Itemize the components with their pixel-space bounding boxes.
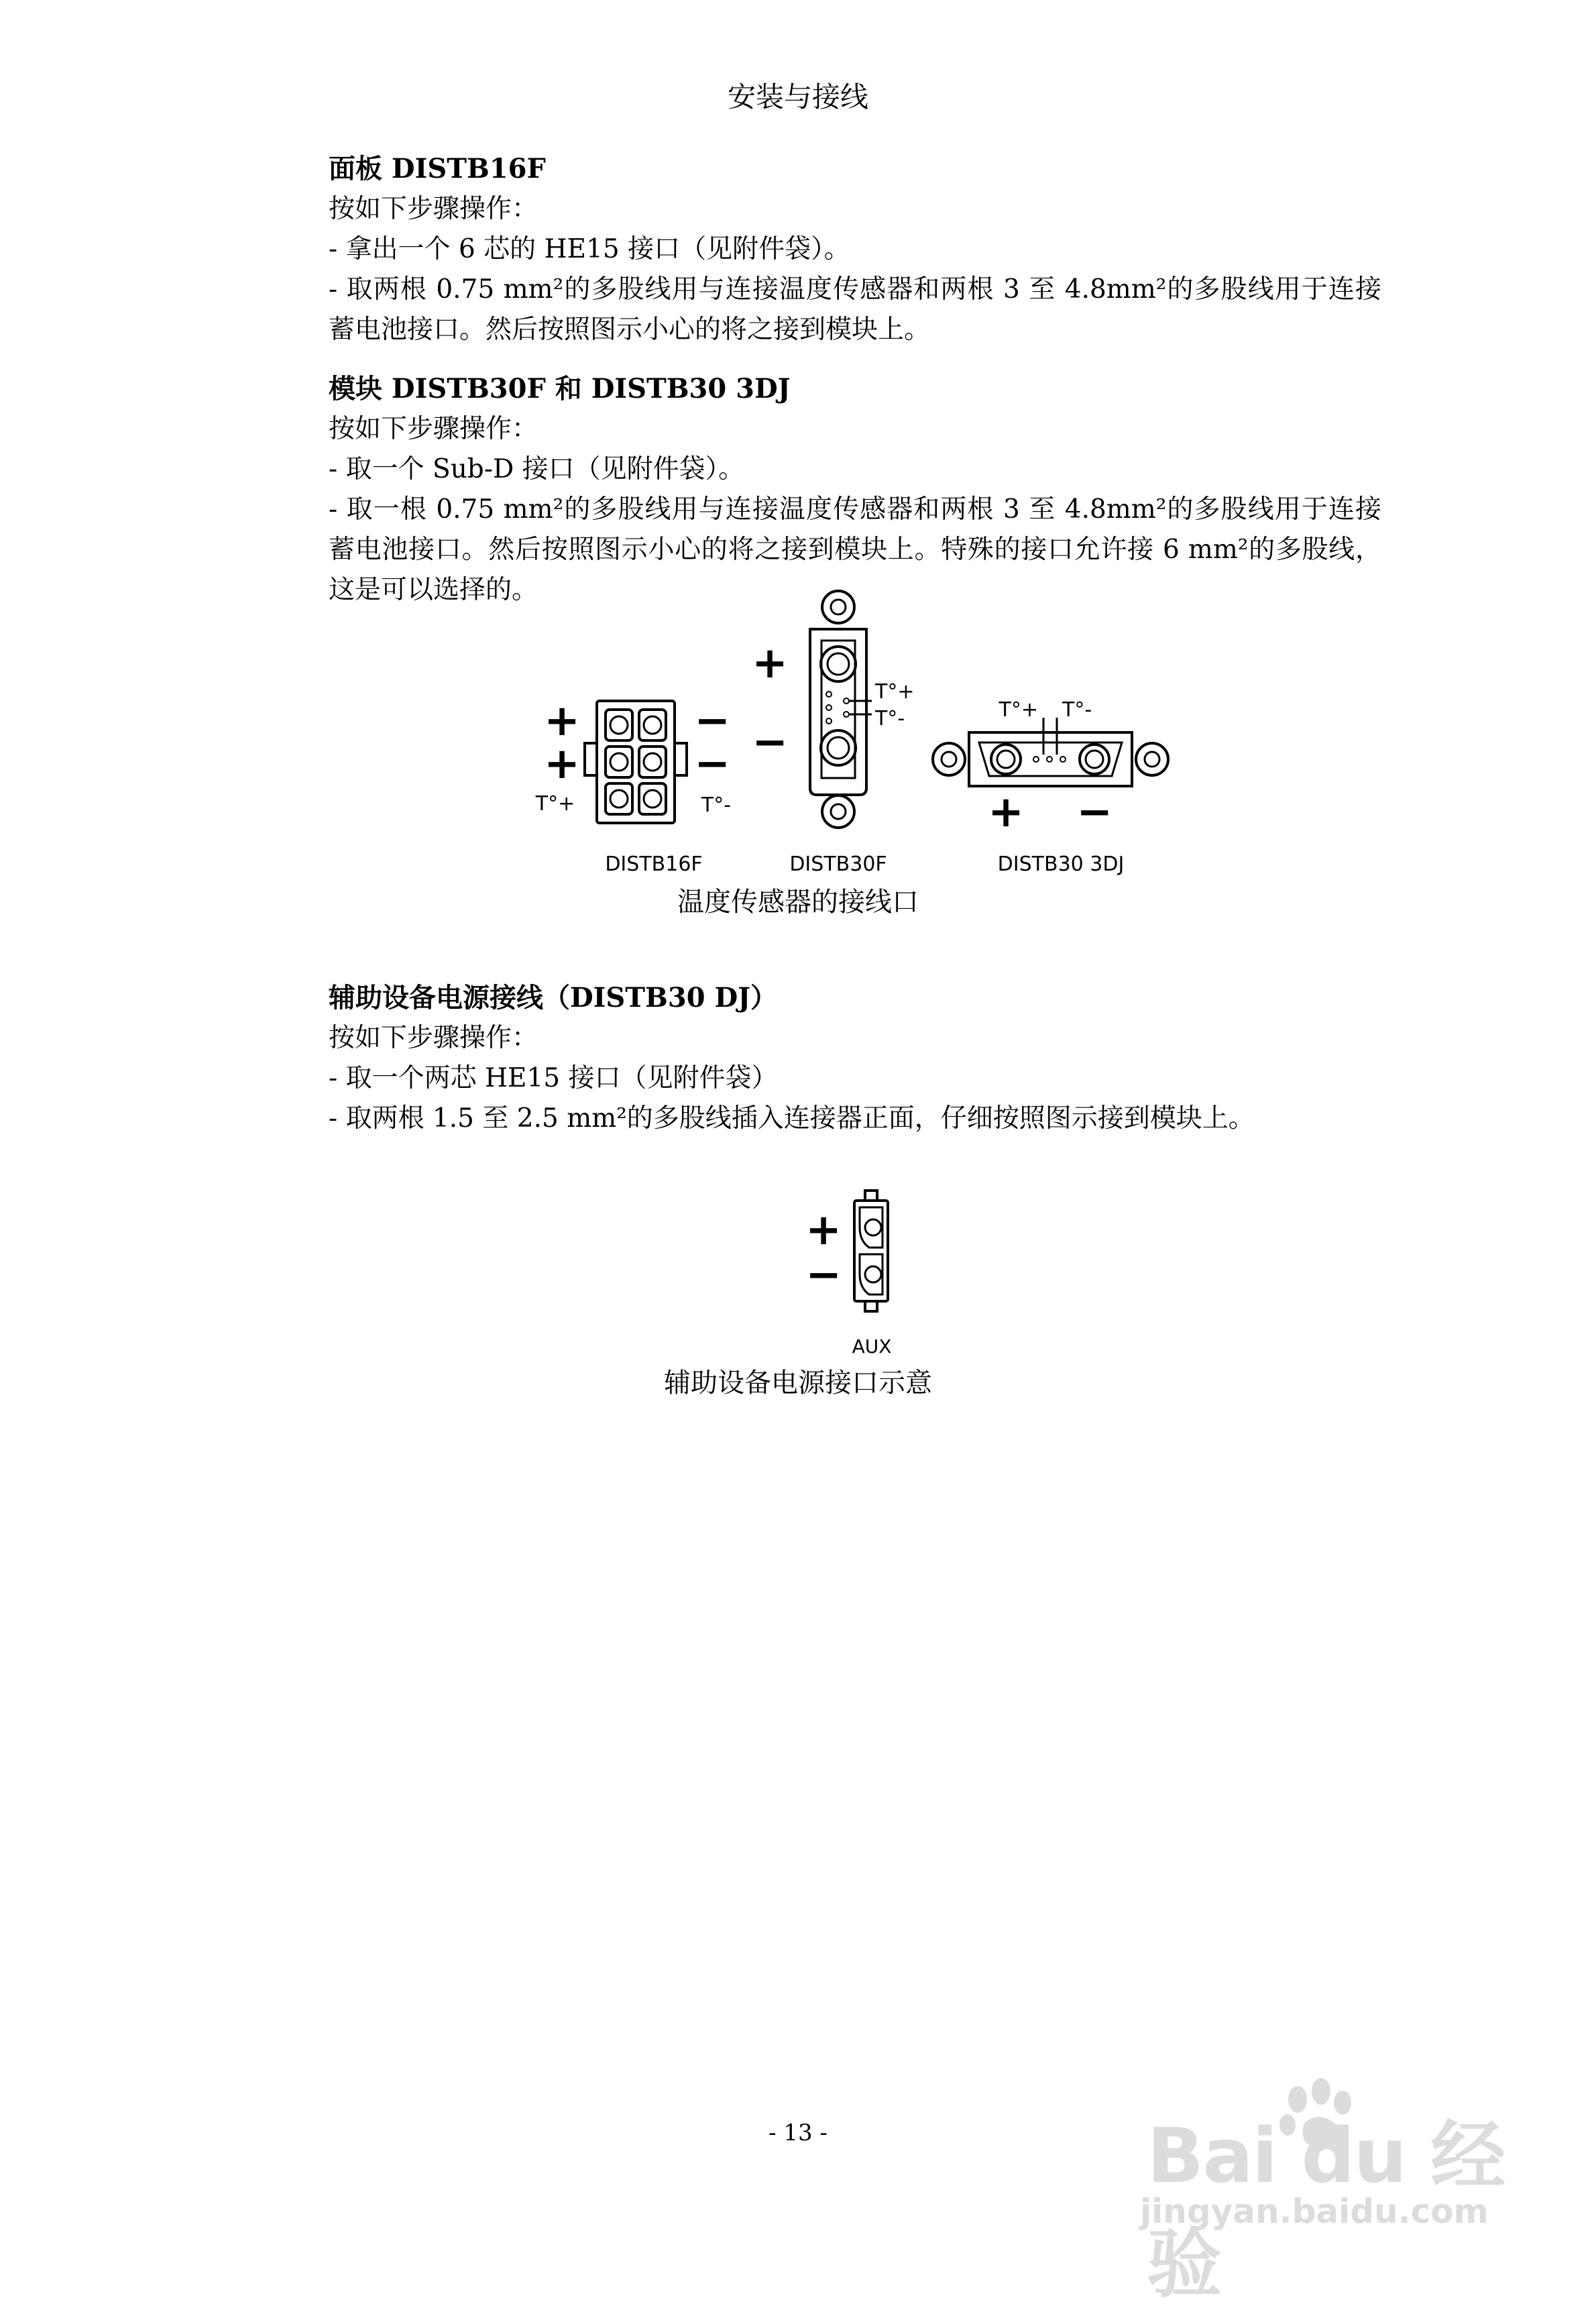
temp-plus-label: T°+ xyxy=(999,698,1038,722)
instruction-line: - 拿出一个 6 芯的 HE15 接口（见附件袋）。 xyxy=(329,234,850,264)
instruction-line: 按如下步骤操作： xyxy=(329,1023,538,1053)
instruction-line: - 取一根 0.75 mm²的多股线用与连接温度传感器和两根 3 至 4.8mm²的多股线用于连接蓄电池接口。然后按照图示小心的将之接到模块上。特殊的接口允许接 6 mm²的多股线，这是可以选择的。 xyxy=(329,494,1381,605)
plus-sign: + xyxy=(988,787,1024,837)
temp-minus-label: T°- xyxy=(701,793,732,817)
connector-label-aux: AUX xyxy=(852,1335,892,1358)
plus-sign: + xyxy=(805,1205,842,1255)
baidu-watermark xyxy=(1133,2073,1562,2308)
minus-sign: − xyxy=(805,1250,842,1300)
temp-plus-label: T°+ xyxy=(875,680,915,704)
minus-sign: − xyxy=(694,739,730,789)
plus-sign: + xyxy=(544,696,580,746)
figure-caption: 辅助设备电源接口示意 xyxy=(664,1368,932,1398)
page-number: - 13 - xyxy=(768,2120,828,2146)
minus-sign: − xyxy=(752,718,788,767)
instruction-line: - 取一个两芯 HE15 接口（见附件袋） xyxy=(329,1063,778,1093)
connector-label-distb16f: DISTB16F xyxy=(605,852,703,876)
section-heading: 模块 DISTB30F 和 DISTB30 3DJ xyxy=(329,373,791,404)
figure-caption: 温度传感器的接线口 xyxy=(677,887,919,918)
page-header-title: 安装与接线 xyxy=(727,80,868,113)
instruction-line: - 取两根 1.5 至 2.5 mm²的多股线插入连接器正面，仔细按照图示接到模块上。 xyxy=(329,1103,1255,1134)
temp-minus-label: T°- xyxy=(1062,698,1092,722)
instruction-line: - 取两根 0.75 mm²的多股线用与连接温度传感器和两根 3 至 4.8mm²的多股线用于连接蓄电池接口。然后按照图示小心的将之接到模块上。 xyxy=(329,274,1381,345)
connector-label-distb30-3dj: DISTB30 3DJ xyxy=(997,852,1125,876)
temp-minus-label: T°- xyxy=(875,707,905,730)
connector-label-distb30f: DISTB30F xyxy=(789,852,887,876)
plus-sign: + xyxy=(752,639,788,688)
watermark-brand: Bai du 经验 xyxy=(1147,2113,1505,2308)
temp-plus-label: T°+ xyxy=(535,792,575,816)
minus-sign: − xyxy=(694,696,730,746)
minus-sign: − xyxy=(1076,787,1113,837)
connector-aux xyxy=(854,1191,888,1311)
watermark-url: jingyan.baidu.com xyxy=(1140,2192,1489,2231)
instruction-line: 按如下步骤操作： xyxy=(329,414,538,444)
instruction-line: - 取一个 Sub-D 接口（见附件袋）。 xyxy=(329,454,745,484)
section-heading: 面板 DISTB16F xyxy=(329,153,546,184)
section-heading: 辅助设备电源接线（DISTB30 DJ） xyxy=(329,982,778,1013)
instruction-line: 按如下步骤操作： xyxy=(329,194,538,224)
plus-sign: + xyxy=(544,739,580,789)
